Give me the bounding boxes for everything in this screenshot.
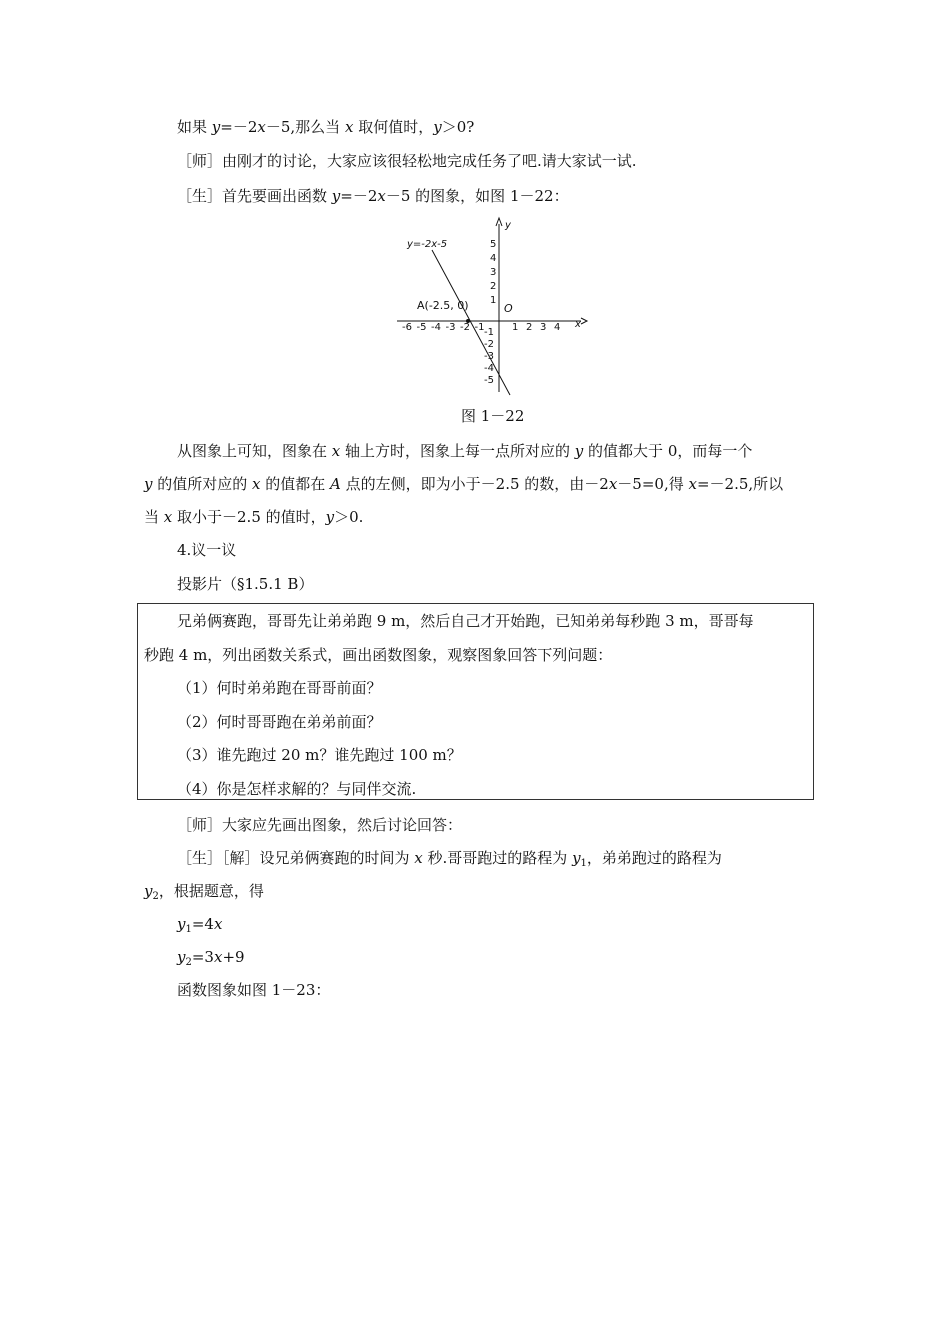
x-tick-label: 3 bbox=[540, 322, 547, 333]
x-tick-label: 4 bbox=[554, 322, 561, 333]
x-tick-label: -4 bbox=[431, 322, 441, 333]
point-label: A(-2.5, 0) bbox=[417, 299, 469, 312]
y-axis-label: y bbox=[505, 220, 511, 231]
x-tick-label: -5 bbox=[416, 322, 427, 333]
x-axis-arrow bbox=[581, 318, 587, 324]
x-tick-label: -3 bbox=[445, 322, 456, 333]
x-tick-label: -2 bbox=[460, 322, 470, 333]
question-3: （3）谁先跑过 20 m？谁先跑过 100 m？ bbox=[177, 746, 462, 764]
y-tick-label: 5 bbox=[490, 239, 497, 250]
student-line: ［生］首先要画出函数 y=－2x－5 的图象，如图 1－22： bbox=[177, 187, 569, 205]
question-2: （2）何时哥哥跑在弟弟前面？ bbox=[177, 713, 382, 731]
problem-line-2: 秒跑 4 m，列出函数关系式，画出函数图象，观察图象回答下列问题： bbox=[144, 646, 613, 664]
problem-box bbox=[137, 603, 814, 800]
section-heading: 4.议一议 bbox=[177, 541, 237, 559]
y-tick-label: -4 bbox=[484, 363, 494, 374]
question-4: （4）你是怎样求解的？与同伴交流. bbox=[177, 780, 417, 798]
y-tick-label: 2 bbox=[490, 281, 497, 292]
y-tick-label: -3 bbox=[484, 351, 494, 362]
x-tick-label: -1 bbox=[474, 322, 485, 333]
solution-line-2: $y_2$，根据题意，得 bbox=[144, 882, 264, 902]
y-tick-labels bbox=[484, 239, 496, 386]
equation-2: $y_2=3x+9$ bbox=[177, 948, 245, 968]
question-1: （1）何时弟弟跑在哥哥前面？ bbox=[177, 679, 382, 697]
analysis-line-2: y 的值所对应的 x 的值都在 A 点的左侧，即为小于－2.5 的数，由－2x－5=0,得 x=－2.5,所以 bbox=[144, 475, 784, 493]
x-tick-label: -6 bbox=[402, 322, 412, 333]
x-tick-label: 1 bbox=[512, 322, 519, 333]
y-tick-label: 1 bbox=[490, 295, 497, 306]
equation-1: $y_1=4x$ bbox=[177, 915, 223, 935]
line-label: y=-2x-5 bbox=[407, 239, 448, 250]
analysis-line-1: 从图象上可知，图象在 x 轴上方时，图象上每一点所对应的 y 的值都大于 0，而每一个 bbox=[177, 442, 753, 460]
teacher-line: ［师］由刚才的讨论，大家应该很轻松地完成任务了吧.请大家试一试. bbox=[177, 152, 637, 170]
analysis-line-3: 当 x 取小于－2.5 的值时，y＞0. bbox=[144, 508, 364, 526]
problem-line-1: 兄弟俩赛跑，哥哥先让弟弟跑 9 m，然后自己才开始跑，已知弟弟每秒跑 3 m，哥哥每 bbox=[177, 612, 754, 630]
graph-line bbox=[432, 250, 510, 395]
function-graph bbox=[395, 214, 595, 399]
figure-caption: 图 1－22 bbox=[461, 407, 525, 425]
x-tick-label: 2 bbox=[526, 322, 533, 333]
x-axis-label: x bbox=[575, 319, 581, 330]
teacher-line-2: ［师］大家应先画出图象，然后讨论回答： bbox=[177, 816, 463, 834]
y-tick-label: -1 bbox=[484, 327, 494, 338]
y-tick-label: -2 bbox=[484, 339, 494, 350]
origin-label: O bbox=[504, 302, 513, 315]
solution-line-1: ［生］［解］设兄弟俩赛跑的时间为 x 秒.哥哥跑过的路程为 $y_1$，弟弟跑过的路程为 bbox=[177, 849, 722, 869]
graph-intro-line: 函数图象如图 1－23： bbox=[177, 981, 331, 999]
y-tick-label: -5 bbox=[484, 375, 494, 386]
y-tick-label: 4 bbox=[490, 253, 497, 264]
y-tick-label: 3 bbox=[490, 267, 497, 278]
x-tick-labels bbox=[402, 322, 560, 333]
slide-label: 投影片（§1.5.1 B） bbox=[177, 575, 314, 593]
question-line: 如果 y=－2x－5,那么当 x 取何值时，y＞0? bbox=[177, 118, 475, 136]
